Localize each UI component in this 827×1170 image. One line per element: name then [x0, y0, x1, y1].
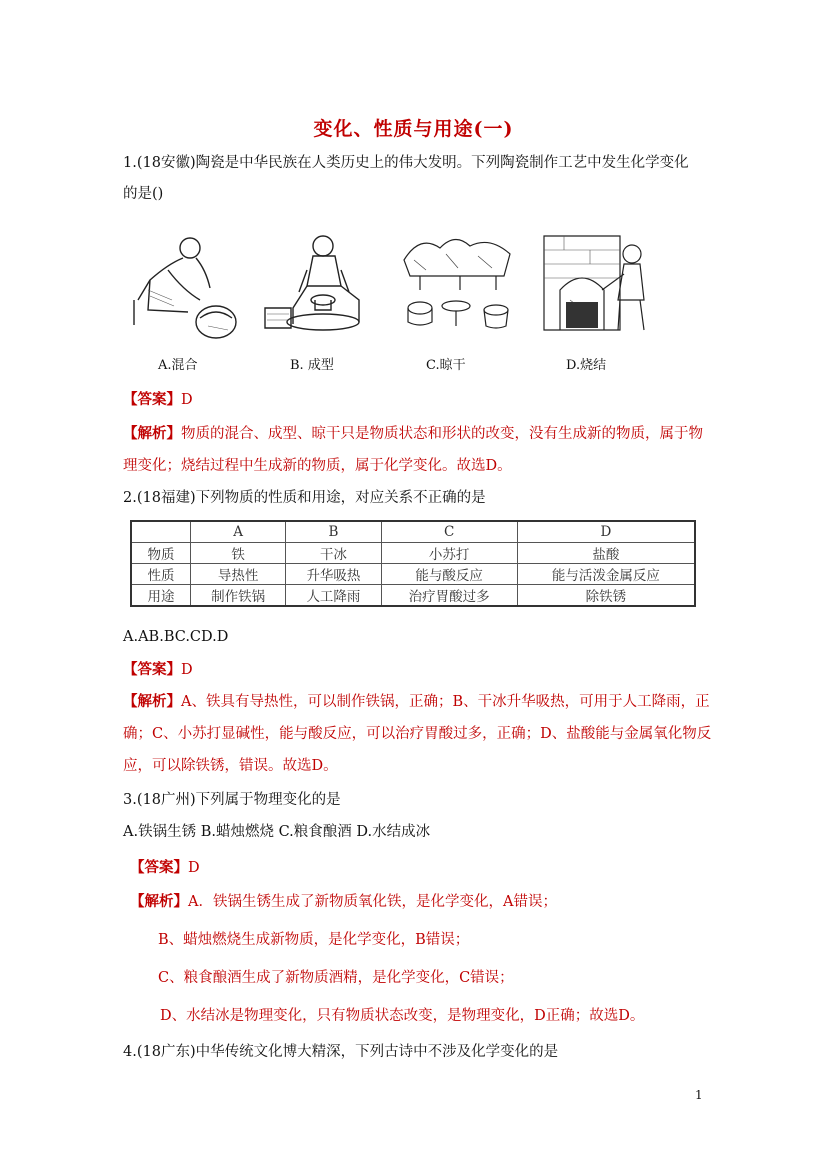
table-cell: 干冰	[286, 543, 381, 564]
table-header-cell: D	[517, 521, 695, 543]
table-cell: 升华吸热	[286, 564, 381, 585]
question-3-answer	[130, 858, 200, 878]
question-1-line-1: 1.(18安徽)陶瓷是中华民族在人类历史上的伟大发明。下列陶瓷制作工艺中发生化学变化	[123, 155, 689, 171]
question-3-analysis-a	[130, 892, 557, 912]
table-header-cell: B	[286, 521, 381, 543]
analysis-label: 【解析】	[123, 425, 181, 442]
table-cell: 导热性	[191, 564, 286, 585]
question-1-analysis-line-1	[123, 424, 703, 444]
answer-value: D	[188, 860, 200, 876]
table-row	[131, 564, 695, 585]
caption-d: D.烧结	[566, 358, 607, 373]
analysis-label: 【解析】	[123, 693, 181, 710]
table-cell: 人工降雨	[286, 585, 381, 607]
table-cell: 物质	[131, 543, 191, 564]
table-header-row	[131, 521, 695, 543]
table-header-cell: A	[191, 521, 286, 543]
table-cell: 用途	[131, 585, 191, 607]
question-2-line-1: 2.(18福建)下列物质的性质和用途，对应关系不正确的是	[123, 490, 486, 506]
answer-value: D	[181, 662, 193, 678]
firing-illustration	[540, 230, 660, 340]
analysis-text: 物质的混合、成型、晾干只是物质状态和形状的改变，没有生成新的物质，属于物	[181, 426, 703, 442]
caption-b: B. 成型	[290, 358, 334, 373]
question-3-analysis-c: C、粮食酿酒生成了新物质酒精，是化学变化，C错误；	[158, 970, 514, 986]
question-2-analysis-line-2: 确；C、小苏打显碱性，能与酸反应，可以治疗胃酸过多，正确；D、盐酸能与金属氧化物反	[123, 726, 712, 742]
question-3-analysis-b: B、蜡烛燃烧生成新物质，是化学变化，B错误；	[158, 932, 470, 948]
table-cell: 盐酸	[517, 543, 695, 564]
answer-value: D	[181, 392, 193, 408]
table-cell: 能与酸反应	[381, 564, 517, 585]
question-3-analysis-d: D、水结冰是物理变化，只有物质状态改变，是物理变化，D正确；故选D。	[160, 1008, 645, 1024]
pottery-figures	[128, 230, 688, 380]
question-2-answer	[123, 660, 193, 680]
question-1-line-2: 的是()	[123, 186, 164, 202]
question-4-line-1: 4.(18广东)中华传统文化博大精深，下列古诗中不涉及化学变化的是	[123, 1044, 559, 1060]
table-header-cell: C	[381, 521, 517, 543]
page-title: 变化、性质与用途(一)	[313, 118, 514, 140]
properties-table	[130, 520, 696, 607]
table-cell: 小苏打	[381, 543, 517, 564]
caption-a: A.混合	[158, 358, 198, 373]
question-2-options: A.AB.BC.CD.D	[123, 629, 229, 645]
page-number: 1	[695, 1088, 703, 1102]
answer-label: 【答案】	[130, 859, 188, 876]
question-1-answer	[123, 390, 193, 410]
table-cell: 制作铁锅	[191, 585, 286, 607]
question-2-analysis-line-3: 应，可以除铁锈，错误。故选D。	[123, 758, 338, 774]
drying-illustration	[400, 230, 520, 340]
table-cell: 治疗胃酸过多	[381, 585, 517, 607]
question-1-analysis-line-2: 理变化；烧结过程中生成新的物质，属于化学变化。故选D。	[123, 458, 512, 474]
table-cell: 能与活泼金属反应	[517, 564, 695, 585]
shaping-illustration	[263, 230, 383, 340]
table-cell: 性质	[131, 564, 191, 585]
caption-c: C.晾干	[426, 358, 466, 373]
question-3-options: A.铁锅生锈 B.蜡烛燃烧 C.粮食酿酒 D.水结成冰	[123, 824, 431, 840]
analysis-text: A、铁具有导热性，可以制作铁锅，正确；B、干冰升华吸热，可用于人工降雨，正	[181, 694, 710, 710]
answer-label: 【答案】	[123, 661, 181, 678]
mixing-illustration	[128, 230, 248, 340]
question-3-line-1: 3.(18广州)下列属于物理变化的是	[123, 792, 341, 808]
answer-label: 【答案】	[123, 391, 181, 408]
table-row	[131, 543, 695, 564]
table-cell: 铁	[191, 543, 286, 564]
table-header-cell	[131, 521, 191, 543]
analysis-label: 【解析】	[130, 893, 188, 910]
question-2-analysis-line-1	[123, 692, 710, 712]
analysis-text: A．铁锅生锈生成了新物质氧化铁，是化学变化，A错误；	[188, 894, 557, 910]
table-row	[131, 585, 695, 607]
table-cell: 除铁锈	[517, 585, 695, 607]
